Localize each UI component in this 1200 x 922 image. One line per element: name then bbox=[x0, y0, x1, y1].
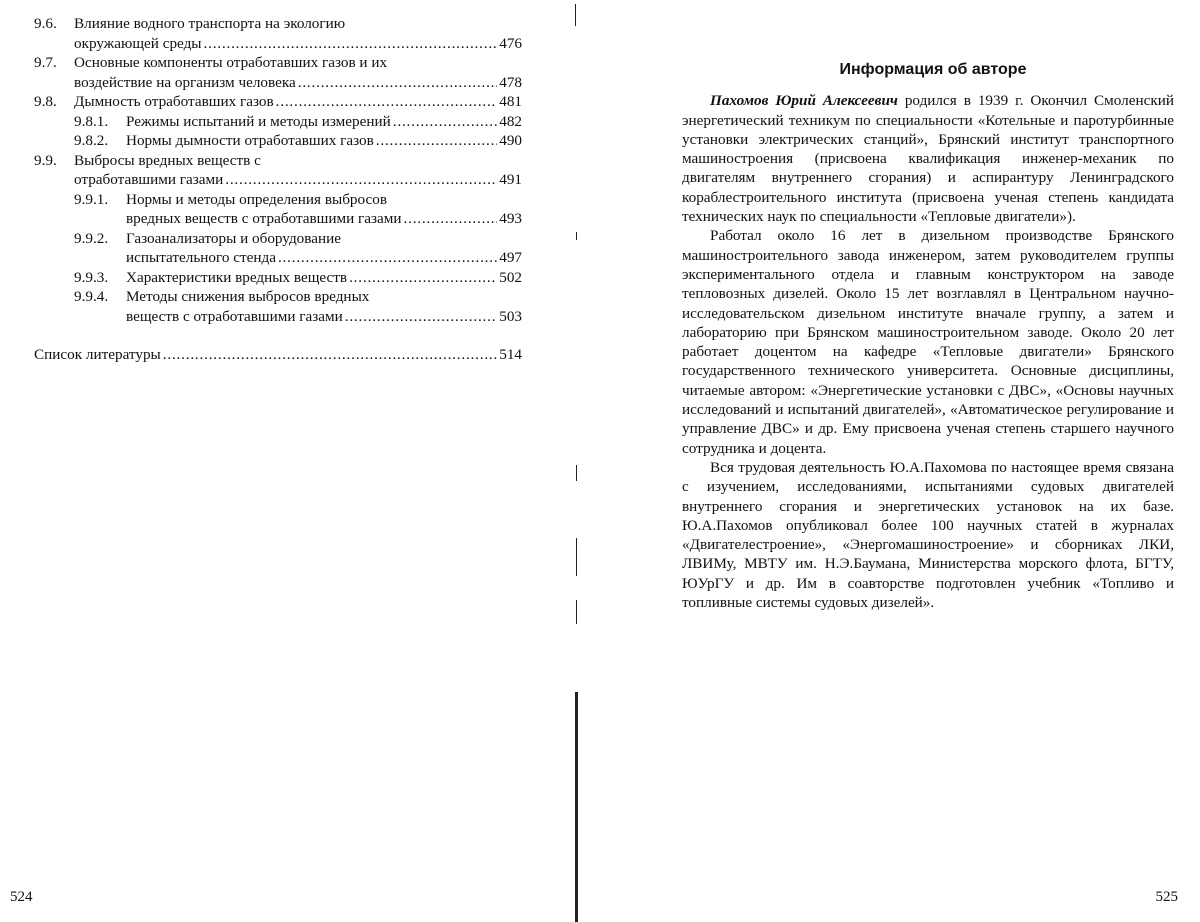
toc-references-entry bbox=[34, 345, 522, 365]
toc-leader-dots bbox=[204, 34, 498, 54]
toc-entry-page: 481 bbox=[499, 93, 522, 110]
toc-entry-title: окружающей среды bbox=[74, 34, 202, 52]
toc-entry-title: Газоанализаторы и оборудование bbox=[126, 229, 341, 247]
toc-references-title: Список литературы bbox=[34, 346, 161, 363]
author-paragraph-2: Работал около 16 лет в дизельном производстве Брянского машиностроительного завода инженером, затем руководителем группы экспериментального отдела и главным конструктором на заводе тепловозных дизелей. Около 15 лет возглавлял в Центральном научно-исследовательском дизельном институте вначале группу, а затем и лабораторию при Брянском машиностроительном заводе. Около 20 лет работает доцентом на кафедре «Тепловые двигатели» Брянского государственного технического университета. Основные дисциплины, читаемые автором: «Энергетические установки с ДВС», «Основы научных исследований и испытаний двигателей», «Автоматическое регулирование и управление ДВС» и др. Ему присвоена ученая степень старшего научного сотрудника и доцента. bbox=[682, 227, 1174, 457]
toc-entry-page: 502 bbox=[499, 268, 522, 286]
author-paragraph-1 bbox=[682, 91, 1174, 226]
toc-leader-dots bbox=[404, 209, 498, 229]
toc-entry-number: 9.9.2. bbox=[74, 229, 109, 247]
toc-leader-dots bbox=[393, 112, 497, 132]
right-page-number: 525 bbox=[1155, 889, 1178, 905]
toc-leader-dots bbox=[376, 131, 497, 151]
toc-entry-title: Режимы испытаний и методы измерений bbox=[126, 112, 391, 130]
toc-leader-dots bbox=[163, 345, 497, 365]
toc-entry-title: веществ с отработавшими газами bbox=[126, 307, 343, 325]
toc-entry-title: Нормы дымности отработавших газов bbox=[126, 132, 374, 149]
toc-leader-dots bbox=[298, 73, 497, 93]
toc-entry-page: 478 bbox=[499, 73, 522, 91]
toc-entry-title: воздействие на организм человека bbox=[74, 73, 296, 91]
toc-entry bbox=[34, 53, 522, 92]
toc-entry-title: вредных веществ с отработавшими газами bbox=[126, 210, 402, 227]
toc-entry-number: 9.9.3. bbox=[74, 268, 109, 286]
toc-entry bbox=[34, 190, 522, 229]
toc-entry-number: 9.6. bbox=[34, 15, 57, 32]
toc-entry-number: 9.9.4. bbox=[74, 288, 109, 305]
toc-entry-number: 9.8.1. bbox=[74, 112, 109, 130]
table-of-contents bbox=[34, 14, 522, 365]
author-paragraph-1-text: родился в 1939 г. Окончил Смоленский энергетический техникум по специальности «Котельные и паротурбинные установки электрических станций», Брянский институт транспортного машиностроения (присвоена квалификация инженер-механик по двигателям внутреннего сгорания) и аспирантуру Ленинградского кораблестроительного института (присвоена ученая степень кандидата технических наук по специальности «Тепловые двигатели»). bbox=[682, 92, 1174, 226]
author-info-heading: Информация об авторе bbox=[839, 61, 1027, 78]
toc-entry bbox=[34, 112, 522, 132]
toc-leader-dots bbox=[345, 307, 497, 327]
toc-entry bbox=[34, 14, 522, 53]
toc-references-page: 514 bbox=[499, 346, 522, 363]
toc-entry-number: 9.9. bbox=[34, 151, 57, 169]
toc-leader-dots bbox=[276, 92, 498, 112]
book-gutter bbox=[566, 0, 600, 922]
author-info-section bbox=[682, 56, 1174, 612]
toc-entry bbox=[34, 151, 522, 190]
toc-entry-title: испытательного стенда bbox=[126, 249, 276, 266]
toc-leader-dots bbox=[278, 248, 497, 268]
toc-leader-dots bbox=[225, 170, 497, 190]
toc-entry-title: Выбросы вредных веществ с bbox=[74, 151, 261, 169]
toc-entry-page: 482 bbox=[499, 112, 522, 130]
toc-entry bbox=[34, 268, 522, 288]
right-page bbox=[600, 0, 1200, 922]
toc-entry-title: Методы снижения выбросов вредных bbox=[126, 288, 370, 305]
toc-entry-number: 9.9.1. bbox=[74, 190, 109, 208]
toc-entry-title: Основные компоненты отработавших газов и их bbox=[74, 54, 388, 71]
toc-entry bbox=[34, 229, 522, 268]
toc-entry-number: 9.8.2. bbox=[74, 132, 109, 149]
toc-spacer bbox=[34, 326, 522, 345]
toc-entry-page: 491 bbox=[499, 171, 522, 188]
toc-entry bbox=[34, 287, 522, 326]
toc-entry-number: 9.7. bbox=[34, 54, 57, 71]
toc-entry-page: 490 bbox=[499, 132, 522, 149]
author-paragraph-3: Вся трудовая деятельность Ю.А.Пахомова по настоящее время связана с изучением, исследованиями, испытаниями судовых двигателей внутреннего сгорания и энергетических установок на их базе. Ю.А.Пахомов опубликовал более 100 научных статей в журналах «Двигателестроение», «Энергомашиностроение» и сборниках ЛКИ, ЛВИМу, МВТУ им. Н.Э.Баумана, Министерства морского флота, БГТУ, ЮУрГУ и др. Им в соавторстве подготовлен учебник «Топливо и топливные системы судовых дизелей». bbox=[682, 458, 1174, 612]
toc-entry-title: отработавшими газами bbox=[74, 171, 224, 188]
toc-leader-dots bbox=[349, 268, 497, 288]
left-page bbox=[0, 0, 585, 922]
left-page-number: 524 bbox=[10, 889, 33, 905]
toc-entry-title: Характеристики вредных веществ bbox=[126, 268, 348, 286]
toc-entry-page: 503 bbox=[499, 307, 522, 325]
toc-entry-number: 9.8. bbox=[34, 93, 57, 110]
toc-entry bbox=[34, 92, 522, 112]
author-name: Пахомов Юрий Алексеевич bbox=[710, 92, 898, 110]
toc-entry-title: Нормы и методы определения выбросов bbox=[126, 190, 387, 208]
toc-entry-page: 497 bbox=[499, 249, 522, 266]
toc-entry-page: 476 bbox=[499, 34, 522, 52]
toc-entry bbox=[34, 131, 522, 151]
toc-entry-title: Дымность отработавших газов bbox=[74, 93, 274, 110]
toc-entry-page: 493 bbox=[499, 210, 522, 227]
toc-entry-title: Влияние водного транспорта на экологию bbox=[74, 15, 346, 32]
